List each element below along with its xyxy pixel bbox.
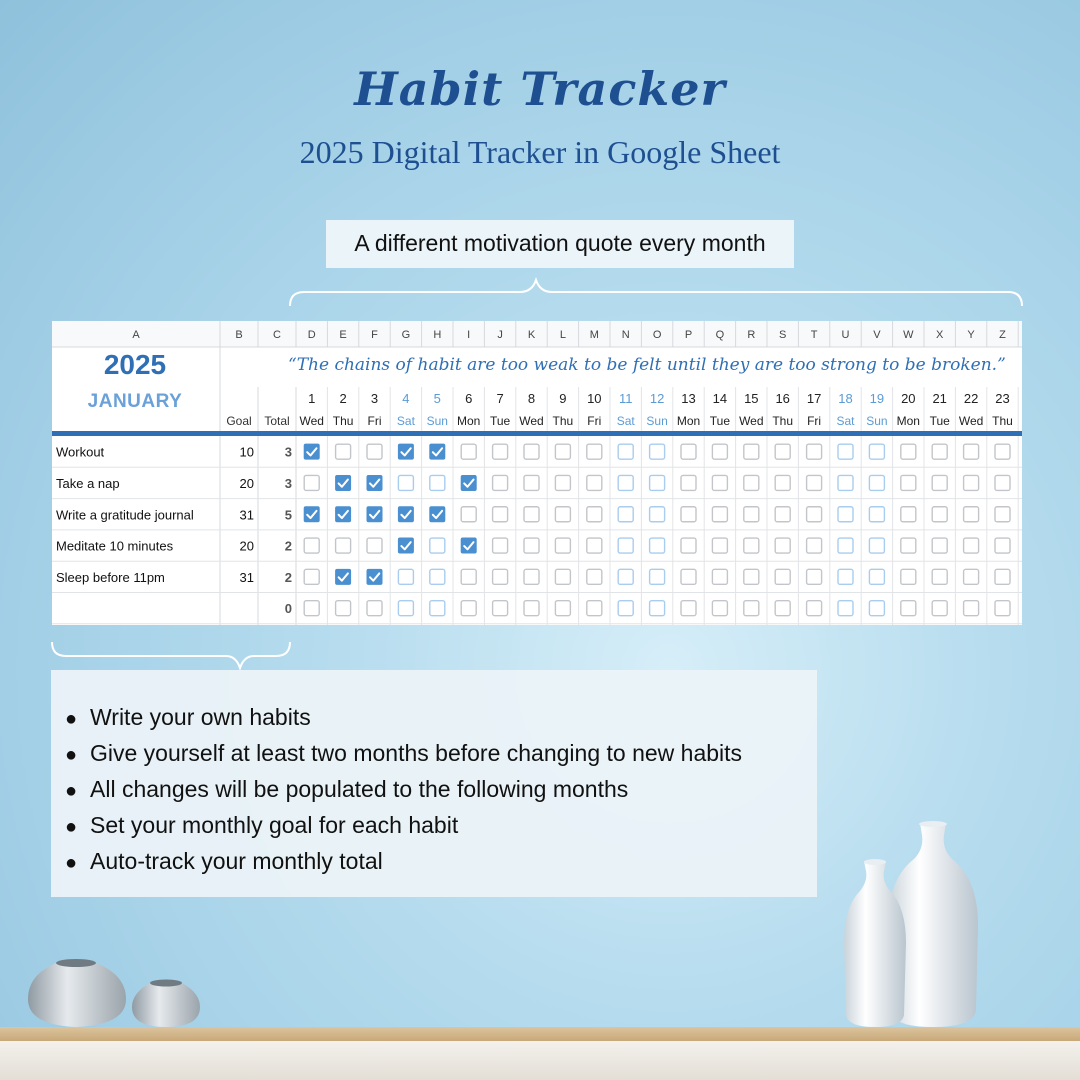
day-number: 14 <box>712 391 728 406</box>
column-letter[interactable]: Z <box>999 329 1006 341</box>
habit-total: 2 <box>284 569 292 585</box>
column-letter[interactable]: A <box>132 329 140 341</box>
bullet-dot-icon: ● <box>65 780 78 802</box>
column-letter[interactable]: E <box>339 329 347 341</box>
column-letter[interactable]: F <box>371 329 378 341</box>
habit-name[interactable]: Meditate 10 minutes <box>56 538 174 554</box>
column-letter[interactable]: B <box>235 329 243 341</box>
day-name: Sun <box>646 414 668 428</box>
day-number: 9 <box>559 391 567 406</box>
column-letter[interactable]: P <box>684 329 693 341</box>
day-name: Tue <box>929 414 950 428</box>
habit-goal[interactable]: 31 <box>239 569 254 585</box>
shelf-front <box>0 1041 1080 1080</box>
column-letter[interactable]: L <box>559 329 566 341</box>
habit-goal[interactable]: 31 <box>239 507 254 523</box>
month-label: JANUARY <box>87 391 183 412</box>
shelf-top <box>0 1027 1080 1041</box>
day-number: 21 <box>932 391 947 406</box>
day-name: Sun <box>426 414 448 428</box>
feature-item: ● Give yourself at least two months before changing to new habits <box>65 736 817 772</box>
day-name: Fri <box>587 414 602 428</box>
habit-name[interactable]: Sleep before 11pm <box>56 569 165 585</box>
bullet-dot-icon: ● <box>65 708 78 730</box>
column-letter[interactable]: D <box>307 329 316 341</box>
habit-goal[interactable]: 20 <box>239 538 254 554</box>
bullet-dot-icon: ● <box>65 816 78 838</box>
quote-callout: A different motivation quote every month <box>326 220 794 268</box>
bullet-dot-icon: ● <box>65 744 78 766</box>
day-name: Wed <box>958 414 984 428</box>
day-number: 3 <box>370 391 379 406</box>
day-name: Thu <box>992 414 1013 428</box>
pots-decoration <box>22 955 212 1030</box>
feature-item: ● Set your monthly goal for each habit <box>65 808 817 844</box>
habit-total: 0 <box>284 601 292 617</box>
year-label: 2025 <box>103 349 167 380</box>
day-number: 13 <box>681 391 696 406</box>
day-number: 1 <box>308 391 316 406</box>
page-subtitle: 2025 Digital Tracker in Google Sheet <box>299 134 781 170</box>
day-name: Sat <box>836 414 855 428</box>
day-name: Thu <box>772 414 794 428</box>
day-number: 6 <box>465 391 473 406</box>
bullet-dot-icon: ● <box>65 852 78 874</box>
day-name: Wed <box>299 414 324 428</box>
column-letter[interactable]: I <box>467 329 471 341</box>
column-letter[interactable]: C <box>273 329 281 341</box>
day-number: 2 <box>339 391 347 406</box>
habit-name[interactable]: Workout <box>56 444 105 460</box>
column-letter[interactable]: M <box>589 329 599 341</box>
vases-decoration <box>820 815 1020 1030</box>
day-name: Fri <box>807 414 822 428</box>
day-name: Tue <box>709 414 731 428</box>
day-name: Thu <box>332 414 354 428</box>
day-name: Fri <box>367 414 382 428</box>
column-letter[interactable]: G <box>401 329 411 341</box>
day-name: Tue <box>489 414 511 428</box>
features-panel <box>51 670 817 897</box>
habit-total: 5 <box>284 507 292 523</box>
column-letter[interactable]: R <box>747 329 756 341</box>
day-number: 20 <box>901 391 916 406</box>
monthly-quote: “The chains of habit are too weak to be felt until they are too strong to be broken.” <box>288 355 1006 375</box>
day-number: 4 <box>402 391 410 406</box>
habit-total: 3 <box>284 444 292 460</box>
habits-brace <box>50 640 292 672</box>
column-letter[interactable]: N <box>621 329 630 341</box>
habit-sheet <box>52 321 1022 625</box>
day-name: Sat <box>396 414 415 428</box>
day-name: Sun <box>866 414 888 428</box>
day-number: 5 <box>433 391 441 406</box>
habit-name[interactable]: Take a nap <box>56 475 120 491</box>
day-name: Wed <box>519 414 544 428</box>
column-letter[interactable]: S <box>779 329 787 341</box>
day-name: Thu <box>552 414 574 428</box>
habit-name[interactable]: Write a gratitude journal <box>56 507 194 523</box>
column-letter[interactable]: X <box>936 329 944 341</box>
day-number: 19 <box>869 391 885 406</box>
features-list <box>51 670 817 880</box>
day-name: Mon <box>457 414 481 428</box>
page-title: Habit Tracker <box>354 62 726 116</box>
day-number: 12 <box>649 391 665 406</box>
habit-total: 3 <box>284 475 292 491</box>
day-number: 11 <box>618 391 633 406</box>
feature-item: ● All changes will be populated to the following months <box>65 772 817 808</box>
column-letter[interactable]: U <box>841 329 850 341</box>
day-name: Mon <box>896 414 920 428</box>
day-number: 16 <box>775 391 790 406</box>
day-name: Sat <box>616 414 635 428</box>
day-number: 8 <box>527 391 536 406</box>
feature-item: ● Auto-track your monthly total <box>65 844 817 880</box>
day-name: Mon <box>676 414 701 428</box>
day-number: 23 <box>995 391 1010 406</box>
day-number: 17 <box>806 391 822 406</box>
habit-goal[interactable]: 20 <box>239 475 254 491</box>
feature-item: ● Write your own habits <box>65 700 817 736</box>
column-letter[interactable]: H <box>433 329 442 341</box>
day-number: 18 <box>838 391 853 406</box>
column-letter[interactable]: Q <box>715 329 725 341</box>
habit-total: 2 <box>284 538 292 554</box>
total-header: Total <box>264 414 290 428</box>
habit-goal[interactable]: 10 <box>239 444 254 460</box>
column-letter[interactable]: O <box>652 329 662 341</box>
column-letter[interactable]: Y <box>967 329 975 341</box>
day-number: 10 <box>587 391 602 406</box>
day-number: 15 <box>744 391 759 406</box>
column-letter[interactable]: V <box>873 329 881 341</box>
quote-brace <box>288 276 1024 308</box>
column-letter[interactable]: T <box>810 329 818 341</box>
column-letter[interactable]: K <box>527 329 536 341</box>
day-number: 7 <box>496 391 504 406</box>
goal-header: Goal <box>226 414 252 428</box>
column-letter[interactable]: W <box>903 329 914 341</box>
column-letter[interactable]: J <box>497 329 503 341</box>
day-number: 22 <box>963 391 979 406</box>
day-name: Wed <box>739 414 764 428</box>
